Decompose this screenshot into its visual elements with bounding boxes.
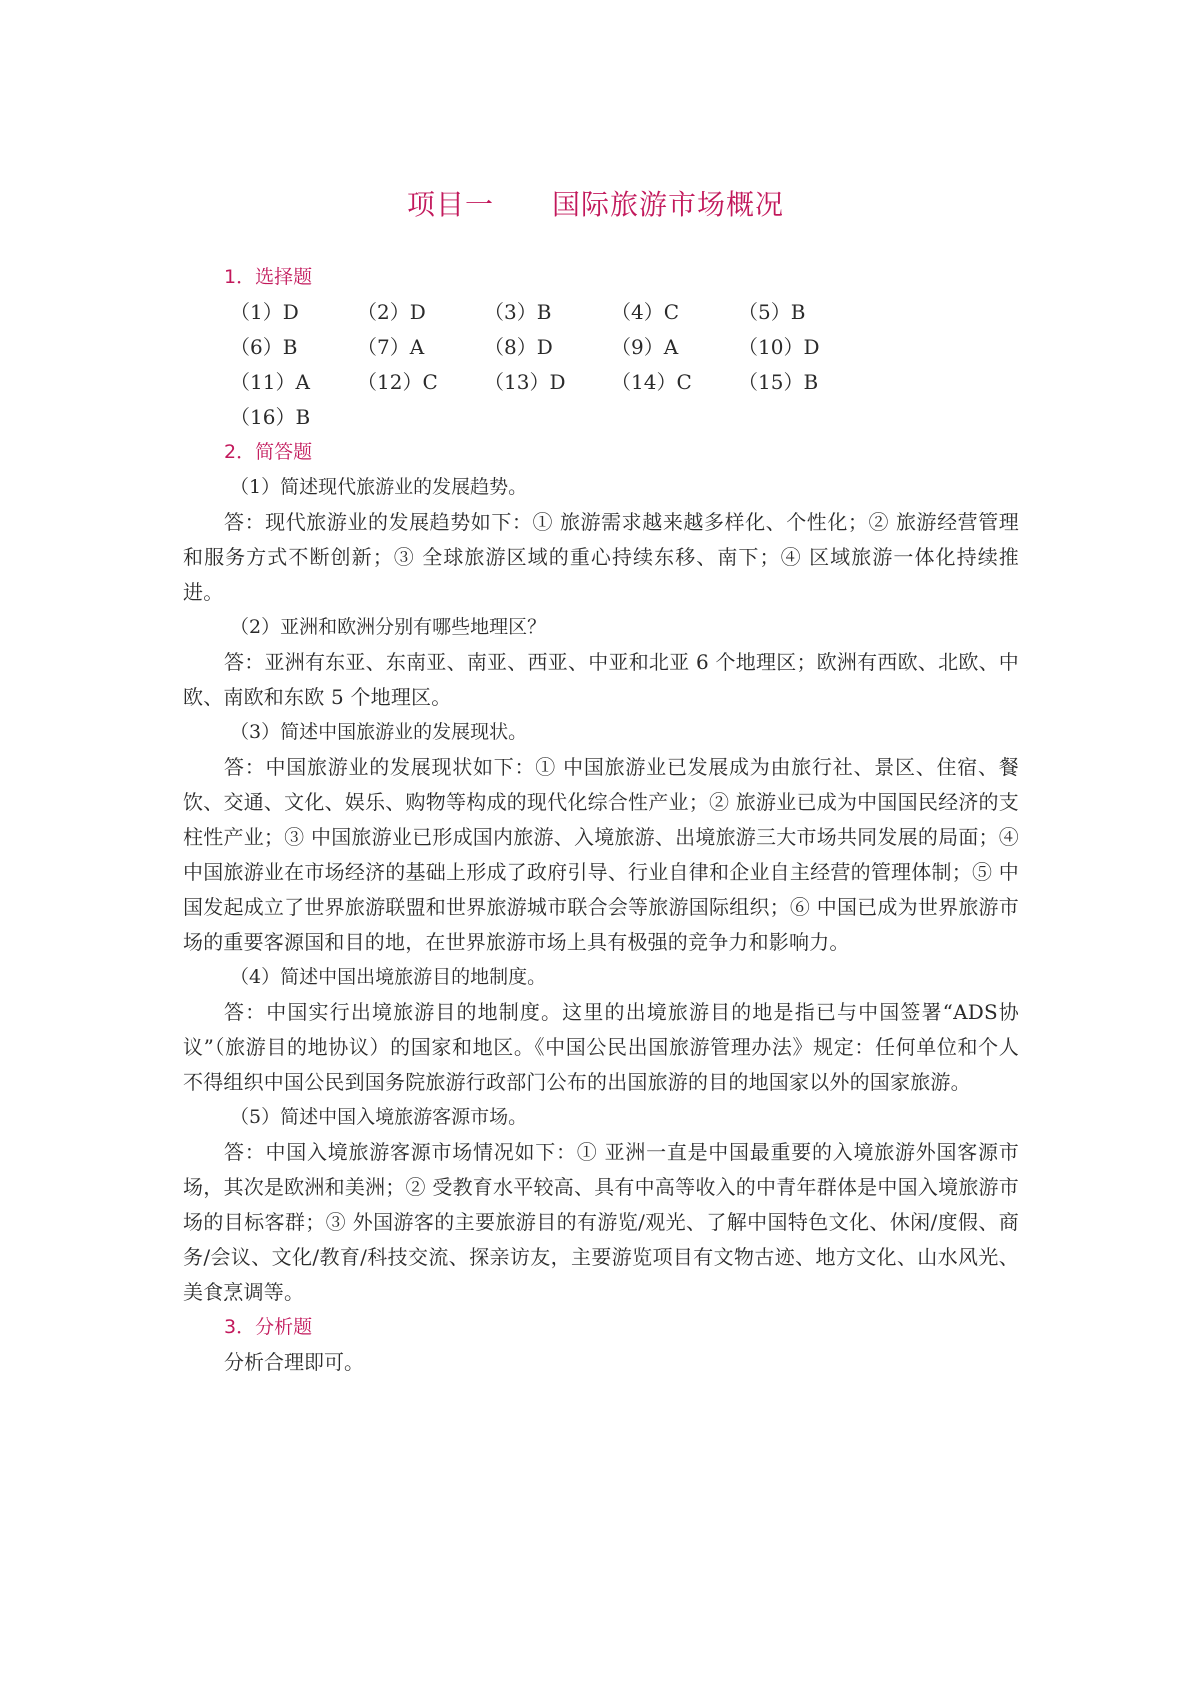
choice-answer: （6）B [230,335,298,359]
choice-answer: （8）D [484,335,553,359]
choice-answer: （7）A [357,335,425,359]
choice-answer: （5）B [738,300,806,324]
short-answer-question: （4）简述中国出境旅游目的地制度。 [230,966,547,988]
choice-answer: （16）B [230,405,311,429]
short-answer-text: 答：中国旅游业的发展现状如下：① 中国旅游业已发展成为由旅行社、景区、住宿、餐饮、交通、文化、娱乐、购物等构成的现代化综合性产业；② 旅游业已成为中国国民经济的支柱性产业；③ 中国旅游业已形成国内旅游、入境旅游、出境旅游三大市场共同发展的局面；④ 中国旅游业在市场经济的基础上形成了政府引导、行业自律和企业自主经营的管理体制；⑤ 中国发起成立了世界旅游联盟和世界旅游城市联合会等旅游国际组织；⑥ 中国已成为世界旅游市场的重要客源国和目的地，在世界旅游市场上具有极强的竞争力和影响力。 [183,755,1019,954]
section-heading-short-answer: 2．简答题 [224,441,313,463]
choice-answer: （12）C [357,370,438,394]
choice-answer: （14）C [611,370,692,394]
analysis-answer-text: 分析合理即可。 [224,1350,364,1374]
choice-answer: （15）B [738,370,819,394]
choice-answer: （9）A [611,335,679,359]
choice-answer: （2）D [357,300,426,324]
answer-key-content [183,260,1019,1380]
page-title: 项目一 国际旅游市场概况 [406,188,784,221]
short-answer-question: （2）亚洲和欧洲分别有哪些地理区？ [230,616,547,638]
short-answer-question: （1）简述现代旅游业的发展趋势。 [230,476,528,498]
short-answer-text: 答：现代旅游业的发展趋势如下：① 旅游需求越来越多样化、个性化；② 旅游经营管理和服务方式不断创新；③ 全球旅游区域的重心持续东移、南下；④ 区域旅游一体化持续推进。 [183,510,1019,604]
section-heading-analysis: 3．分析题 [224,1316,313,1338]
choice-answer: （13）D [484,370,566,394]
short-answer-text: 答：亚洲有东亚、东南亚、南亚、西亚、中亚和北亚 6 个地理区；欧洲有西欧、北欧、中欧、南欧和东欧 5 个地理区。 [183,650,1019,709]
choice-answer: （1）D [230,300,299,324]
choice-answer: （3）B [484,300,552,324]
choice-answer: （10）D [738,335,820,359]
short-answer-question: （5）简述中国入境旅游客源市场。 [230,1106,528,1128]
short-answer-text: 答：中国实行出境旅游目的地制度。这里的出境旅游目的地是指已与中国签署“ADS协议”（旅游目的地协议）的国家和地区。《中国公民出国旅游管理办法》规定：任何单位和个人不得组织中国公民到国务院旅游行政部门公布的出国旅游的目的地国家以外的国家旅游。 [183,1000,1019,1094]
short-answer-question: （3）简述中国旅游业的发展现状。 [230,721,528,743]
short-answer-text: 答：中国入境旅游客源市场情况如下：① 亚洲一直是中国最重要的入境旅游外国客源市场，其次是欧洲和美洲；② 受教育水平较高、具有中高等收入的中青年群体是中国入境旅游市场的目标客群；③ 外国游客的主要旅游目的有游览/观光、了解中国特色文化、休闲/度假、商务/会议、文化/教育/科技交流、探亲访友，主要游览项目有文物古迹、地方文化、山水风光、美食烹调等。 [183,1140,1019,1304]
multiple-choice-answers [183,295,1019,435]
choice-answer: （11）A [230,370,310,394]
choice-answer: （4）C [611,300,680,324]
section-heading-multiple-choice: 1．选择题 [224,266,313,288]
